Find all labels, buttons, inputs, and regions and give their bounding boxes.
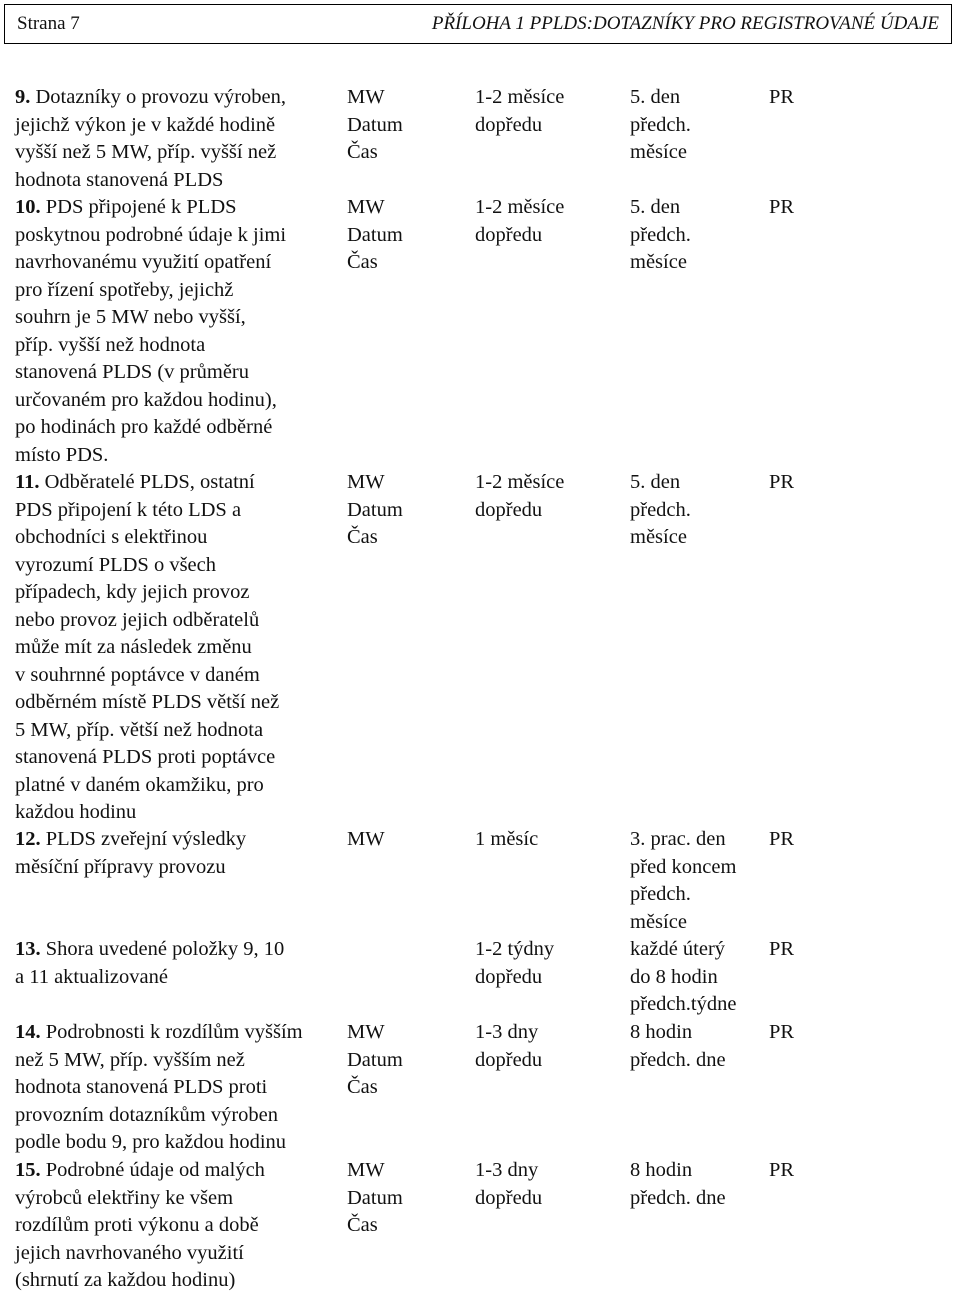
row-deadline-line: měsíce <box>630 910 687 933</box>
row-units-line: MW <box>347 828 385 850</box>
row-recipient <box>769 194 794 222</box>
row-deadline-line: předch. <box>630 883 691 905</box>
page-header <box>4 4 952 44</box>
row-deadline-line: před koncem <box>630 855 737 878</box>
description-line: stanovená PLDS proti poptávce <box>15 746 276 768</box>
row-units <box>347 1157 403 1240</box>
row-deadline-line: každé úterý <box>630 938 726 960</box>
row-recipient <box>769 469 794 497</box>
description-line: příp. vyšší než hodnota <box>15 333 206 356</box>
row-period-line: dopředu <box>475 965 543 988</box>
row-recipient-line: PR <box>769 1159 795 1181</box>
description-line: 14. Podrobnosti k rozdílům vyšším <box>15 1021 303 1043</box>
description-line: 9. Dotazníky o provozu výroben, <box>15 86 286 108</box>
description-line: hodnota stanovená PLDS proti <box>15 1076 268 1098</box>
row-units-line: MW <box>347 471 385 493</box>
row-units <box>347 194 403 277</box>
row-period-line: 1-2 měsíce <box>475 471 565 493</box>
description-line: než 5 MW, příp. vyšším než <box>15 1048 245 1071</box>
item-number: 14. <box>15 1021 41 1043</box>
row-deadline-line: předch.týdne <box>630 993 737 1015</box>
row-deadline-line: 5. den <box>630 86 681 108</box>
item-number: 10. <box>15 196 41 218</box>
description-line: pro řízení spotřeby, jejichž <box>15 278 234 301</box>
row-period-line: dopředu <box>475 1048 543 1071</box>
row-period-line: 1 měsíc <box>475 828 539 850</box>
description-line: každou hodinu <box>15 801 137 823</box>
row-deadline-line: 3. prac. den <box>630 828 726 850</box>
row-recipient-line: PR <box>769 86 795 108</box>
description-line: stanovená PLDS (v průměru <box>15 361 249 383</box>
row-units-line: Datum <box>347 223 403 246</box>
row-deadline <box>630 826 736 936</box>
row-deadline-line: předch. <box>630 113 691 136</box>
description-line: vyšší než 5 MW, příp. vyšší než <box>15 141 277 163</box>
description-line: vyrozumí PLDS o všech <box>15 553 216 576</box>
row-units <box>347 826 385 854</box>
row-deadline-line: předch. dne <box>630 1186 726 1209</box>
description-line: po hodinách pro každé odběrné <box>15 416 273 438</box>
row-deadline-line: měsíce <box>630 141 687 163</box>
row-deadline-line: 5. den <box>630 471 681 493</box>
row-description <box>15 826 340 881</box>
row-units <box>347 1019 403 1102</box>
row-units-line: Čas <box>347 251 378 273</box>
row-period-line: 1-2 týdny <box>475 938 555 960</box>
row-period-line: dopředu <box>475 223 543 246</box>
row-description <box>15 1157 340 1295</box>
row-period-line: dopředu <box>475 1186 543 1209</box>
description-line: 10. PDS připojené k PLDS <box>15 196 237 218</box>
row-deadline-line: do 8 hodin <box>630 965 718 988</box>
description-line: 5 MW, příp. větší než hodnota <box>15 718 264 741</box>
row-description <box>15 469 340 827</box>
row-units <box>347 84 403 167</box>
row-description <box>15 936 340 991</box>
row-deadline-line: 8 hodin <box>630 1159 693 1181</box>
row-deadline-line: měsíce <box>630 251 687 273</box>
description-line: a 11 aktualizované <box>15 965 168 988</box>
row-units-line: MW <box>347 1021 385 1043</box>
description-line: rozdílům proti výkonu a době <box>15 1214 259 1236</box>
row-recipient-line: PR <box>769 196 795 218</box>
description-line: poskytnou podrobné údaje k jimi <box>15 223 287 246</box>
row-period-line: dopředu <box>475 498 543 521</box>
description-line: (shrnutí za každou hodinu) <box>15 1269 236 1291</box>
row-deadline-line: předch. <box>630 498 691 521</box>
row-deadline <box>630 1157 726 1212</box>
description-line: 15. Podrobné údaje od malých <box>15 1159 265 1181</box>
description-line: provozním dotazníkům výroben <box>15 1103 279 1126</box>
row-deadline <box>630 469 691 552</box>
row-recipient <box>769 84 794 112</box>
row-units-line: Čas <box>347 1076 378 1098</box>
row-units-line: MW <box>347 196 385 218</box>
row-recipient <box>769 936 794 964</box>
row-period-line: dopředu <box>475 113 543 136</box>
row-recipient <box>769 826 794 854</box>
row-deadline-line: 8 hodin <box>630 1021 693 1043</box>
description-line: PDS připojení k této LDS a <box>15 498 242 521</box>
row-deadline-line: předch. dne <box>630 1048 726 1071</box>
row-period <box>475 1019 542 1074</box>
description-line: hodnota stanovená PLDS <box>15 168 224 191</box>
description-line: podle bodu 9, pro každou hodinu <box>15 1131 287 1153</box>
description-line: nebo provoz jejich odběratelů <box>15 608 260 631</box>
row-deadline-line: měsíce <box>630 526 687 548</box>
row-deadline <box>630 1019 726 1074</box>
description-line: navrhovanému využití opatření <box>15 251 272 273</box>
item-number: 11. <box>15 471 40 493</box>
row-units-line: Datum <box>347 113 403 136</box>
row-period <box>475 826 538 854</box>
row-deadline <box>630 194 691 277</box>
description-line: měsíční přípravy provozu <box>15 855 226 878</box>
item-number: 13. <box>15 938 41 960</box>
row-units-line: MW <box>347 1159 385 1181</box>
row-units-line: Datum <box>347 1048 403 1071</box>
description-line: platné v daném okamžiku, pro <box>15 773 264 796</box>
row-units-line: MW <box>347 86 385 108</box>
description-line: výrobců elektřiny ke všem <box>15 1186 234 1209</box>
row-period-line: 1-3 dny <box>475 1021 539 1043</box>
description-line: jejich navrhovaného využití <box>15 1241 244 1264</box>
description-line: v souhrnné poptávce v daném <box>15 663 260 686</box>
description-line: souhrn je 5 MW nebo vyšší, <box>15 306 246 328</box>
row-units-line: Datum <box>347 498 403 521</box>
row-period-line: 1-2 měsíce <box>475 196 565 218</box>
row-deadline-line: 5. den <box>630 196 681 218</box>
row-period <box>475 1157 542 1212</box>
description-line: jejichž výkon je v každé hodině <box>15 113 276 136</box>
row-description <box>15 194 340 469</box>
description-line: určovaném pro každou hodinu), <box>15 388 277 411</box>
row-units-line: Čas <box>347 141 378 163</box>
row-period <box>475 194 564 249</box>
row-period <box>475 936 554 991</box>
description-line: místo PDS. <box>15 443 109 466</box>
description-line: 13. Shora uvedené položky 9, 10 <box>15 938 285 960</box>
description-line: 11. Odběratelé PLDS, ostatní <box>15 471 255 493</box>
row-period <box>475 469 564 524</box>
row-units-line: Čas <box>347 526 378 548</box>
row-recipient-line: PR <box>769 938 795 960</box>
description-line: odběrném místě PLDS větší než <box>15 691 280 713</box>
row-deadline <box>630 84 691 167</box>
row-recipient-line: PR <box>769 1021 795 1043</box>
row-units-line: Čas <box>347 1214 378 1236</box>
description-line: případech, kdy jejich provoz <box>15 581 250 603</box>
row-description <box>15 1019 340 1157</box>
description-line: obchodníci s elektřinou <box>15 526 208 548</box>
item-number: 15. <box>15 1159 41 1181</box>
row-deadline <box>630 936 736 1019</box>
row-description <box>15 84 340 194</box>
description-line: může mít za následek změnu <box>15 636 252 658</box>
row-recipient-line: PR <box>769 471 795 493</box>
item-number: 12. <box>15 828 41 850</box>
row-period-line: 1-3 dny <box>475 1159 539 1181</box>
row-recipient-line: PR <box>769 828 795 850</box>
page-number: Strana 7 <box>17 13 80 34</box>
row-period <box>475 84 564 139</box>
row-units <box>347 469 403 552</box>
row-recipient <box>769 1019 794 1047</box>
row-units-line: Datum <box>347 1186 403 1209</box>
row-deadline-line: předch. <box>630 223 691 246</box>
header-title: PŘÍLOHA 1 PPLDS:DOTAZNÍKY PRO REGISTROVANÉ ÚDAJE <box>431 13 939 34</box>
row-period-line: 1-2 měsíce <box>475 86 565 108</box>
row-recipient <box>769 1157 794 1185</box>
item-number: 9. <box>15 86 31 108</box>
description-line: 12. PLDS zveřejní výsledky <box>15 828 247 850</box>
